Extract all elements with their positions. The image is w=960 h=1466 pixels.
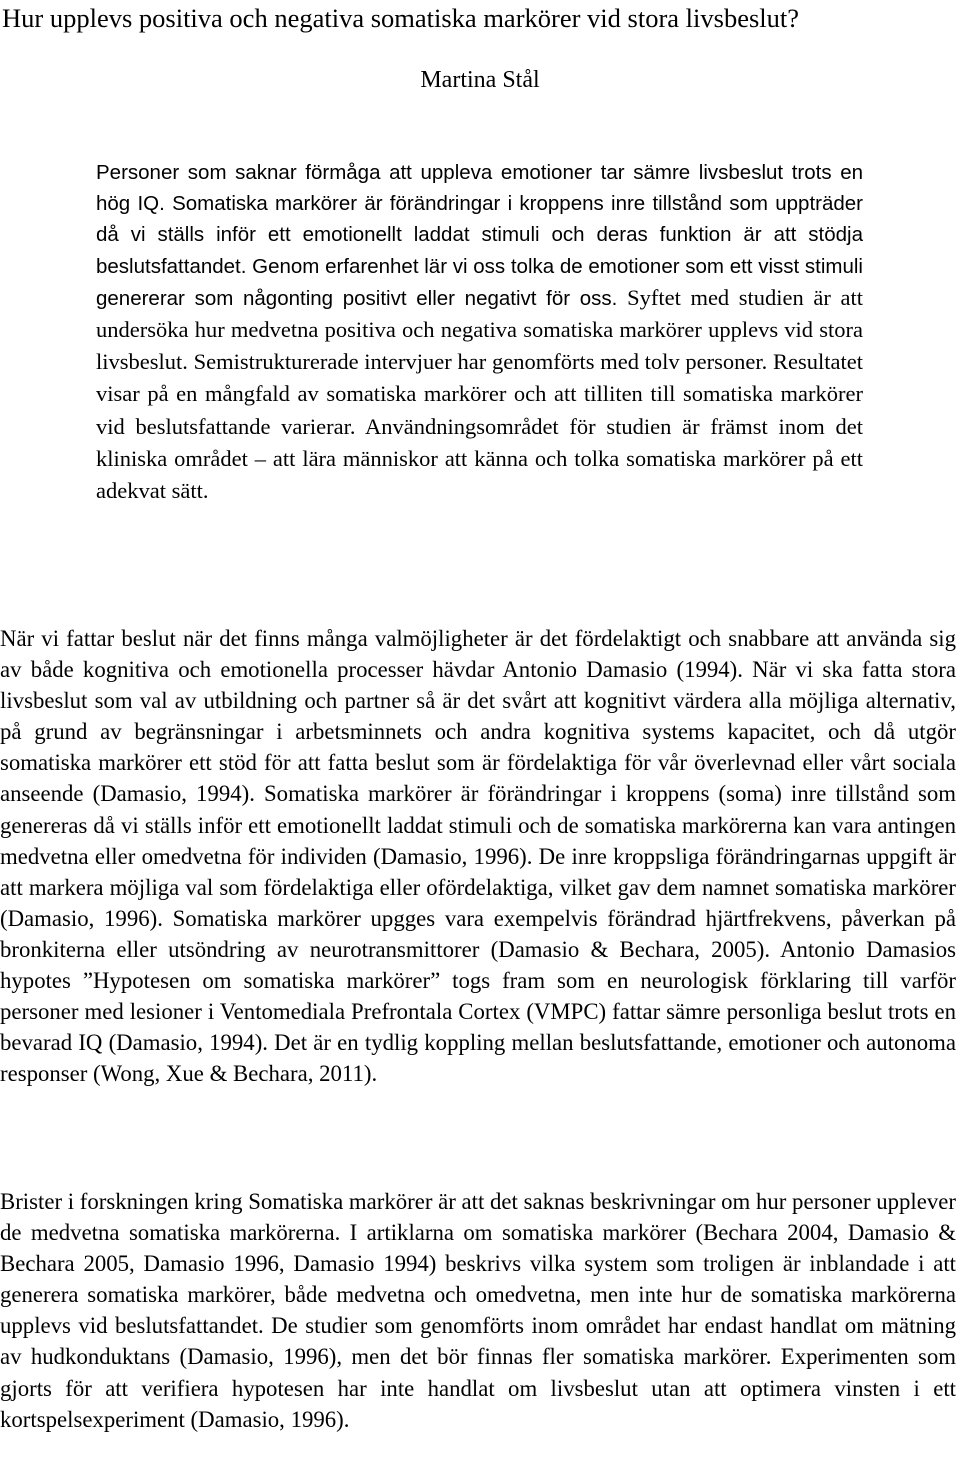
author-name: Martina Stål: [420, 67, 540, 93]
body-paragraph-2: Brister i forskningen kring Somatiska markörer är att det saknas beskrivningar om hur personer upplever de medvetna somatiska markörerna. I artiklarna om somatiska markörer (Bechara 2004, Damasio & Bechara 2005, Damasio 1996, Damasio 1994) beskrivs vilka system som troligen är inblandade i att generera somatiska markörer, både medvetna och omedvetna, men inte hur de somatiska markörerna upplevs vid beslutsfattandet. De studier som genomförts inom området har endast handlat om mätning av hudkonduktans (Damasio, 1996), men det bör finnas fler somatiska markörer. Experimenten som gjorts för att verifiera hypotesen har inte handlat om livsbeslut utan att optimera vinsten i ett kortspelsexperiment (Damasio, 1996).: [0, 1189, 956, 1432]
abstract: [96, 157, 863, 507]
abstract-text-serif: Syftet med studien är att undersöka hur medvetna positiva och negativa somatiska markörer upplevs vid stora livsbeslut. Semistrukturerade intervjuer har genomförts med tolv personer. Resultatet visar på en mångfald av somatiska markörer och att tilliten till somatiska markörer vid beslutsfattande varierar. Användningsområdet för studien är främst inom det kliniska området – att lära människor att känna och tolka somatiska markörer på ett adekvat sätt.: [96, 284, 864, 504]
abstract-text-sans: Personer som saknar förmåga att uppleva emotioner tar sämre livsbeslut trots en hög IQ. Somatiska markörer är förändringar i kroppens inre tillstånd som uppträder då vi ställs inför ett emotionellt laddat stimuli och deras funktion är att stödja beslutsfattandet. Genom erfarenhet lär vi oss tolka de emotioner som ett visst stimuli genererar som någonting positivt eller negativt för oss.: [96, 161, 863, 310]
document-title: Hur upplevs positiva och negativa somatiska markörer vid stora livsbeslut?: [2, 3, 800, 33]
body-paragraph-1: När vi fattar beslut när det finns många valmöjligheter är det fördelaktigt och snabbare att använda sig av både kognitiva och emotionella processer hävdar Antonio Damasio (1994). När vi ska fatta stora livsbeslut som val av utbildning och partner så är det svårt att kognitivt värdera alla möjliga alternativ, på grund av begränsningar i arbetsminnets och andra kognitiva systems kapacitet, och då utgör somatiska markörer ett stöd för att fatta beslut som är fördelaktiga för vår överlevnad eller vårt sociala anseende (Damasio, 1994). Somatiska markörer är förändringar i kroppens (soma) inre tillstånd som genereras då vi ställs inför ett emotionellt laddat stimuli och de somatiska markörerna kan vara antingen medvetna eller omedvetna för individen (Damasio, 1996). De inre kroppsliga förändringarnas uppgift är att markera möjliga val som fördelaktiga eller ofördelaktiga, vilket gav dem namnet somatiska markörer (Damasio, 1996). Somatiska markörer upgges vara exempelvis förändrad hjärtfrekvens, påverkan på bronkiterna eller utsöndring av neurotransmittorer (Damasio & Bechara, 2005). Antonio Damasios hypotes ”Hypotesen om somatiska markörer” togs fram som en neurologisk förklaring till varför personer med lesioner i Ventomediala Prefrontala Cortex (VMPC) fattar sämre personliga beslut trots en bevarad IQ (Damasio, 1994). Det är en tydlig koppling mellan beslutsfattande, emotioner och autonoma responser (Wong, Xue & Bechara, 2011).: [0, 626, 956, 1087]
